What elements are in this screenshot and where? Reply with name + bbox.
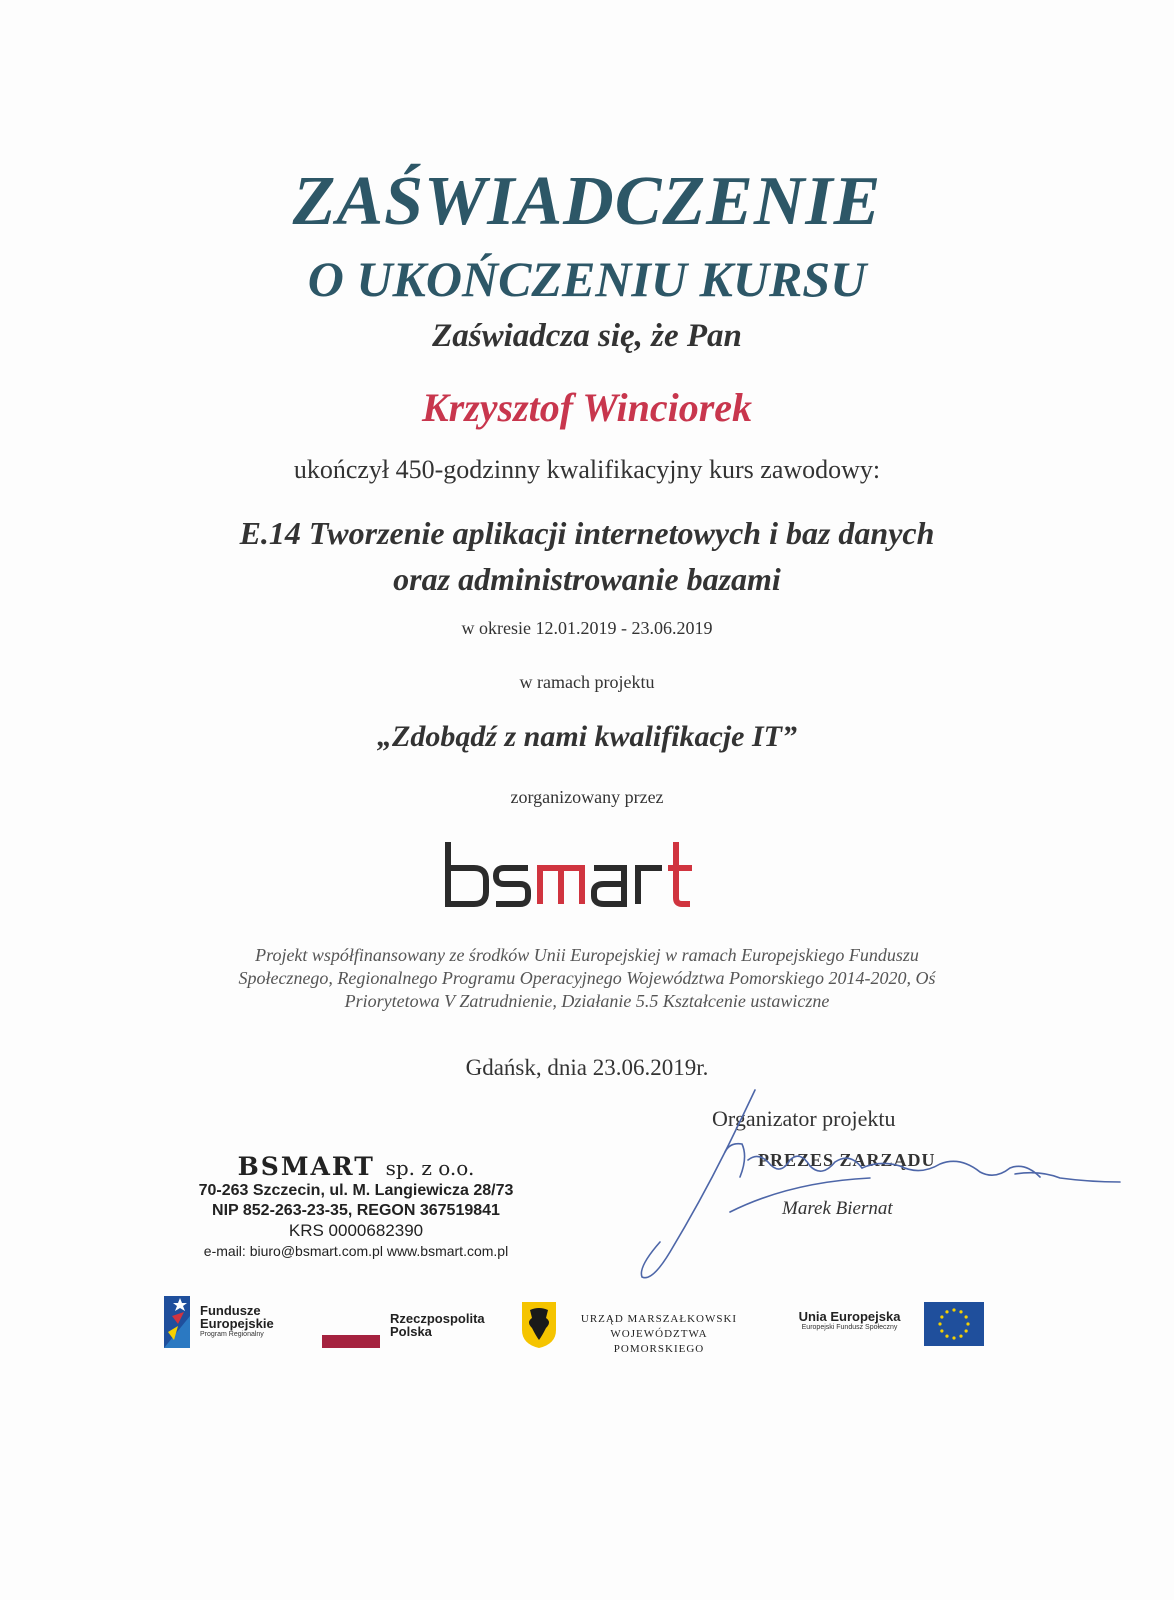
fe-name-1: Fundusze [200, 1303, 261, 1318]
eu-flag-icon [924, 1302, 984, 1346]
bsmart-logo [442, 838, 696, 914]
completion-text: ukończył 450-godzinny kwalifikacyjny kurs zawodowy: [293, 455, 881, 484]
recipient-name: Krzysztof Winciorek [421, 385, 753, 430]
um-line-2: WOJEWÓDZTWA POMORSKIEGO [610, 1328, 708, 1355]
cofinancing-line-1: Projekt współfinansowany ze środków Unii Europejskiej w ramach Europejskiego Funduszu [255, 945, 919, 965]
stamp-company-suffix: sp. z o.o. [385, 1156, 475, 1180]
cofinancing-line-2: Społecznego, Regionalnego Programu Operacyjnego Województwa Pomorskiego 2014-2020, Oś [238, 968, 936, 988]
project-frame-text: w ramach projektu [519, 672, 655, 692]
president-name: Marek Biernat [782, 1198, 893, 1219]
stamp-address: 70-263 Szczecin, ul. M. Langiewicza 28/73 [198, 1182, 514, 1199]
stamp-ids: NIP 852-263-23-35, REGON 367519841 [212, 1202, 500, 1219]
course-name-line-2: oraz administrowanie bazami [393, 561, 781, 597]
organized-by-text: zorganizowany przez [510, 787, 664, 807]
certificate-subtitle: O UKOŃCZENIU KURSU [307, 251, 867, 307]
signature-icon [630, 1082, 1130, 1292]
eu-star [952, 1308, 955, 1311]
cofinancing-note [0, 944, 1174, 1013]
eu-star [940, 1329, 943, 1332]
place-and-date: Gdańsk, dnia 23.06.2019r. [465, 1055, 709, 1080]
um-line-1: URZĄD MARSZAŁKOWSKI [580, 1313, 738, 1325]
stamp-company [196, 1152, 516, 1181]
funder-fundusze-europejskie [164, 1296, 304, 1348]
president-role: PREZES ZARZĄDU [758, 1150, 936, 1170]
poland-flag-icon [322, 1322, 380, 1348]
eu-star [959, 1335, 962, 1338]
rp-name-2: Polska [390, 1324, 432, 1339]
ue-sub: Europejski Fundusz Społeczny [801, 1324, 898, 1331]
certificate-title: ZAŚWIADCZENIE [292, 163, 882, 240]
pomorskie-coat-of-arms-icon [522, 1302, 556, 1348]
course-name-line-1: E.14 Tworzenie aplikacji internetowych i baz danych [239, 515, 935, 551]
funder-rzeczpospolita-polska [322, 1310, 502, 1350]
eu-star [965, 1329, 968, 1332]
eu-star [945, 1335, 948, 1338]
fe-sub: Program Regionalny [200, 1331, 264, 1338]
eu-star [952, 1336, 955, 1339]
fe-name-2: Europejskie [200, 1316, 274, 1331]
project-name: „Zdobądź z nami kwalifikacje IT” [377, 720, 797, 753]
eu-star [959, 1310, 962, 1313]
funder-urzad-marszalkowski [522, 1302, 762, 1355]
ue-name: Unia Europejska [798, 1309, 901, 1324]
eu-star [940, 1315, 943, 1318]
rp-name-1: Rzeczpospolita [390, 1311, 485, 1326]
stamp-contact: e-mail: biuro@bsmart.com.pl www.bsmart.com.pl [203, 1243, 509, 1259]
organizer-label: Organizator projektu [712, 1106, 896, 1131]
stamp-krs: KRS 0000682390 [288, 1221, 424, 1240]
fundusze-europejskie-icon [164, 1296, 190, 1348]
eu-star [938, 1322, 941, 1325]
cofinancing-line-3: Priorytetowa V Zatrudnienie, Działanie 5.5 Kształcenie ustawiczne [344, 991, 830, 1011]
course-name [0, 510, 1174, 602]
company-stamp [196, 1152, 516, 1261]
stamp-company-name: BSMART [237, 1152, 375, 1181]
course-period: w okresie 12.01.2019 - 23.06.2019 [461, 618, 713, 638]
eu-star [965, 1315, 968, 1318]
eu-star [966, 1322, 969, 1325]
eu-star [945, 1310, 948, 1313]
certifies-text: Zaświadcza się, że Pan [432, 318, 742, 354]
funder-unia-europejska [782, 1302, 992, 1348]
